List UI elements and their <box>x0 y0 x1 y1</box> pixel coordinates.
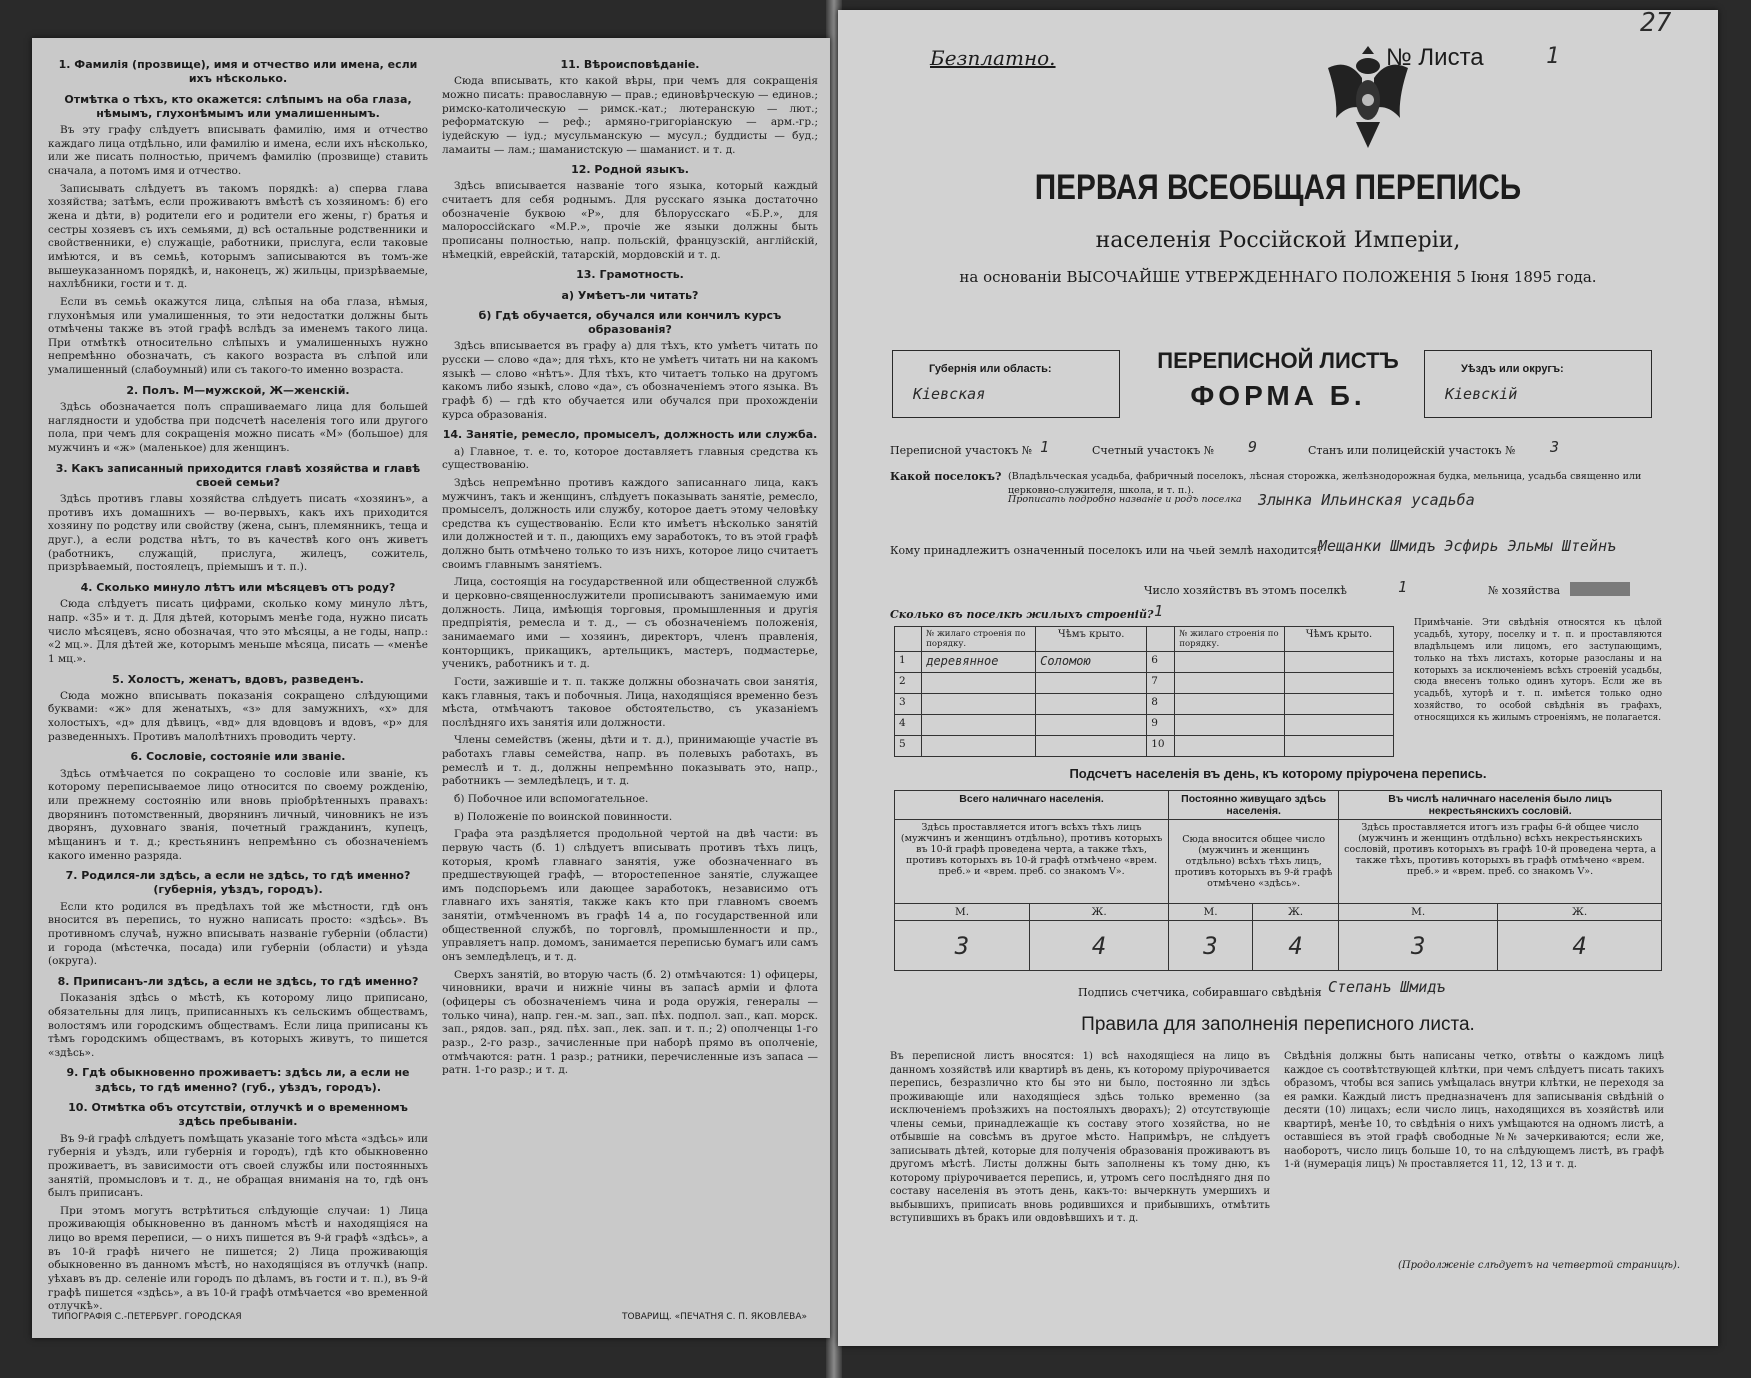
table-row: 2 7 <box>895 673 1394 694</box>
instruction-heading: 3. Какъ записанный приходится главѣ хозяйства и главѣ своей семьи? <box>55 461 421 489</box>
table-row: 4 9 <box>895 715 1394 736</box>
settlement-hint-2: Прописать подробно названіе и родъ поселка <box>1008 494 1242 505</box>
instruction-paragraph: Здѣсь противъ главы хозяйства слѣдуетъ писать «хозяинъ», а противъ ихъ домашнихъ — во-первыхъ, какъ ихъ приходится хозяину по родству или свойству (жена, сынъ, племянникъ, теща и друг.), а если родства нѣтъ, то въ качествѣ кого онъ живетъ (работникъ, служащій, прислуга, жилецъ, сожитель, призрѣваемый, постоялецъ, пріемышъ и т. п.). <box>48 493 428 574</box>
count-col-3-desc: Здѣсь проставляется итогъ изъ графы 6-й общее число (мужчинъ и женщинъ отдѣльно) всѣхъ некрестьянскихъ сословій, противъ которыхъ въ графѣ 10-й проведена черта, а также тѣхъ, противъ которыхъ въ графѣ отмѣчено «врем. преб.» и «врем. преб. со знакомъ V». <box>1339 820 1662 904</box>
instruction-paragraph: Сюда вписывать, кто какой вѣры, при чемъ для сокращенія можно писать: православную — прав.; единовѣрческую — единов.; римско-католическую — римск.-кат.; лютеранскую — лют.; реформатскую — реф.; армяно-григоріанскую — арм.-гр.; іудейскую — іуд.; мусульманскую — мусул.; буддисты — буд.; ламаиты — лам.; шаманистскую — шаманист. и т. д. <box>442 75 818 156</box>
stan-label: Станъ или полицейскій участокъ № <box>1308 444 1516 457</box>
instruction-paragraph: Записывать слѣдуетъ въ такомъ порядкѣ: а) сперва глава хозяйства; затѣмъ, если проживаютъ вмѣстѣ съ хозяиномъ: б) его жена и дѣти, в) родители его и родители его жены, г) братья и сестры хозяевъ съ ихъ семьями, д) всѣ остальные родственники и свойственники, е) служащіе, работники, прислуга, если таковые имѣются, и въ семьѣ, которымъ записываются въ томъ-же вышеуказанномъ порядкѣ, и, наконецъ, ж) жильцы, призрѣваемые, нахлѣбники, гости и т. д. <box>48 182 428 291</box>
instructions-column-1 <box>48 52 428 1318</box>
population-count-table: Всего наличнаго населенія. Постоянно живущаго здѣсь населенія. Въ числѣ наличнаго населенія было лицъ некрестьянскихъ сословій. Здѣсь проставляется итогъ всѣхъ тѣхъ лицъ (мужчинъ и женщинъ отдѣльно), противъ которыхъ въ 10-й графѣ проведена черта, а также тѣхъ, противъ которыхъ въ 10-й графѣ отмѣчено «врем. преб.» и «врем. преб. со знакомъ V». Сюда вносится общее число (мужчинъ и женщинъ отдѣльно) всѣхъ тѣхъ лицъ, противъ которыхъ въ 9-й графѣ отмѣчено «здѣсь». Здѣсь проставляется итогъ изъ графы 6-й общее число (мужчинъ и женщинъ отдѣльно) всѣхъ некрестьянскихъ сословій, противъ которыхъ въ графѣ 10-й проведена черта, а также тѣхъ, противъ которыхъ въ графѣ отмѣчено «врем. преб.» и «врем. преб. со знакомъ V». М. Ж. М. Ж. М. Ж. 3 4 3 4 3 4 <box>894 790 1662 971</box>
district-value: Кіевскій <box>1445 385 1518 403</box>
continuation-note: (Продолженіе слѣдуетъ на четвертой страницѣ). <box>1398 1260 1681 1271</box>
instruction-heading: 12. Родной языкъ. <box>571 163 689 177</box>
census-subtitle: населенія Россійской Имперіи, <box>1095 228 1461 253</box>
households-label: Число хозяйствъ въ этомъ поселкѣ <box>1144 584 1347 597</box>
instruction-paragraph: Здѣсь обозначается полъ спрашиваемаго лица для большей наглядности и удобства при подсчетѣ населенія того или другого пола, при чемъ для сокращенія можно писать «М» (большое) для мужчинъ и «ж» (маленькое) для женщинъ. <box>48 401 428 454</box>
census-sheet-title: ПЕРЕПИСНОЙ ЛИСТЪ <box>1157 348 1399 373</box>
sheet-number-value: 1 <box>1546 44 1560 69</box>
plot-label: Переписной участокъ № <box>890 444 1033 457</box>
instruction-paragraph: Если въ семьѣ окажутся лица, слѣпыя на оба глаза, нѣмыя, глухонѣмыя или умалишенныя, то эти недостатки должны быть отмѣчены также въ этой графѣ вслѣдъ за именемъ такого лица. При отмѣткѣ относительно слѣпыхъ и умалишенныхъ нужно непремѣнно обозначать, съ какого возраста въ слѣпой или умалишенный (слабоумный) или съ такого-то именно возраста. <box>48 295 428 377</box>
settlement-value: Злынка Ильинская усадьба <box>1258 491 1475 509</box>
table-row: 1 деревянное Соломою 6 <box>895 652 1394 673</box>
instruction-paragraph: Здѣсь вписывается названіе того языка, который каждый считаетъ для себя роднымъ. Для русскаго языка достаточно обозначеніе буквою «Р», для бѣлорусскаго «Б.Р.», для малороссійскаго «М.Р.», прочіе же языки должны быть прописаны полностью, напр. польскій, французскій, англійскій, нѣмецкій, еврейскій, татарскій, мордовскій и т. д. <box>442 180 818 261</box>
instruction-paragraph: Сюда слѣдуетъ писать цифрами, сколько кому минуло лѣтъ, напр. «35» и т. д. Для дѣтей, которымъ менѣе года, нужно писать число мѣсяцевъ, ясно обозначая, что это мѣсяцы, а не годы, напр.: «2 мц.». Для дѣтей же, которымъ меньше мѣсяца, писать — «менѣе 1 мц.». <box>48 598 428 665</box>
province-label: Губернія или область: <box>929 363 1052 375</box>
count-col-2-head: Постоянно живущаго здѣсь населенія. <box>1169 791 1339 820</box>
buildings-col-a-head-2: № жилаго строенія по порядку. <box>1175 627 1285 652</box>
stan-value: 3 <box>1550 438 1560 456</box>
buildings-value: 1 <box>1154 602 1164 620</box>
instruction-heading: 2. Полъ. М—мужской, Ж—женскій. <box>126 383 350 397</box>
instruction-heading: а) Умѣетъ-ли читать? <box>561 288 699 302</box>
instruction-heading: 6. Сословіе, состояніе или званіе. <box>130 750 346 764</box>
buildings-note: Примѣчаніе. Эти свѣдѣнія относятся къ цѣлой усадьбѣ, хутору, поселку и т. п. и проставляются владѣльцемъ или лицомъ, его заступающимъ, только на тѣхъ листахъ, которые разосланы и на которыхъ за исключеніемъ всѣхъ строеній усадьбы, сюда внесенъ только одинъ хуторъ. Если же въ усадьбѣ, хуторѣ и т. п. имѣется только одно хозяйство, то особой свѣдѣнія въ графахъ, относящихся къ жилымъ строеніямъ, не полагается. <box>1414 618 1662 723</box>
instruction-paragraph: Лица, состоящія на государственной или общественной службѣ и церковно-священнослужители прописываютъ занимаемую ими должность. Лица, имѣющія торговыя, промышленныя и другія предпріятія, ремесла и т. д., — съ обозначеніемъ положенія, занимаемаго ими — хозяинъ, директоръ, членъ правленія, конторщикъ, прикащикъ, артельщикъ, мастеръ, подмастерье, ученикъ, работникъ и т. д. <box>442 576 818 671</box>
instruction-heading: 4. Сколько минуло лѣтъ или мѣсяцевъ отъ роду? <box>80 581 396 595</box>
rules-right-text: Свѣдѣнія должны быть написаны четко, отвѣты о каждомъ лицѣ каждое съ соотвѣтствующей клѣтки, при чемъ слѣдуетъ писать такихъ образомъ, чтобы вся запись умѣщалась внутри клѣтки, не переходя за ея рамки. Каждый листъ предназначенъ для записыванія свѣдѣній о десяти (10) лицахъ; если число лицъ, находящихся въ хозяйствѣ или квартирѣ, менѣе 10, то свѣдѣнія о нихъ умѣщаются на одномъ листѣ, а оставшіеся въ этой графѣ свободные №№ зачеркиваются; если же, наоборотъ, число лицъ больше 10, то на слѣдующемъ листѣ, въ графѣ 1-й (нумерація лицъ) № проставляется 11, 12, 13 и т. д. <box>1284 1051 1664 1170</box>
table-row: 5 10 <box>895 736 1394 757</box>
count-permanent-m: 3 <box>1169 921 1253 971</box>
instructions-column-2 <box>442 52 818 1082</box>
instruction-paragraph: Здѣсь непремѣнно противъ каждого записаннаго лица, какъ мужчинъ, такъ и женщинъ, слѣдуетъ показывать занятіе, ремесло, промыселъ, должность или службу, которое даетъ этому человѣку средства къ существованію. Если кто имѣетъ нѣсколько занятій или должностей и т. п., дающихъ ему заработокъ, то въ этой графѣ должно быть отмѣчено только то изъ нихъ, которое лицо считаетъ своимъ главнымъ занятіемъ. <box>442 476 818 571</box>
instruction-heading: 7. Родился-ли здѣсь, а если не здѣсь, то гдѣ именно? (губернія, уѣздъ, городъ). <box>65 869 411 897</box>
counting-label: Счетный участокъ № <box>1092 444 1215 457</box>
instruction-heading: 9. Гдѣ обыкновенно проживаетъ: здѣсь ли, а если не здѣсь, то гдѣ именно? (губ., уѣздъ, городъ). <box>66 1066 410 1094</box>
rules-left-text: Въ переписной листъ вносятся: 1) всѣ находящіеся на лицо въ данномъ хозяйствѣ или квартирѣ въ день, къ которому пріурочивается перепись, безразлично кто бы это ни было, постоянно ли здѣсь проживающіе или находящіеся здѣсь только временно (за исключеніемъ проѣзжихъ на постоялыхъ дворахъ); 2) отсутствующіе члены семьи, принадлежащіе къ составу этого хозяйства, но не отбывшіе на совсѣмъ въ другое мѣсто. Напримѣръ, не слѣдуетъ записывать дѣтей, которые для полученія образованія проживаютъ въ другомъ мѣстѣ. Листы должны быть заполнены къ тому дню, къ которому пріурочивается перепись, и, утромъ сего послѣдняго дня по составу населенія въ этотъ день, какъ-то: вычеркнуть умершихъ и выбывшихъ, приписать вновь родившихся и прибывшихъ, отмѣтить вступившихъ въ бракъ или овдовѣвшихъ и т. д. <box>890 1051 1270 1224</box>
counting-value: 9 <box>1248 438 1258 456</box>
instruction-paragraph: Здѣсь вписывается въ графу а) для тѣхъ, кто умѣетъ читать по русски — слово «да»; для тѣхъ, кто не умѣетъ читать ни на какомъ языкѣ — слово «нѣтъ». Для тѣхъ, кто читаетъ только на другомъ какомъ либо языкѣ, слово «да», съ обозначеніемъ этого языка. Въ графѣ б) — гдѣ кто обучается или обучался при прохожденіи курса образованія. <box>442 340 818 421</box>
instruction-paragraph: Гости, зажившіе и т. п. также должны обозначать свои занятія, какъ главныя, такъ и побочныя. Лица, находящіяся временно безъ мѣста, отмѣчаютъ таковое обстоятельство, съ указаніемъ послѣдняго ихъ занятія или должности. <box>442 675 818 729</box>
buildings-table <box>894 626 1394 757</box>
district-label: Уѣздъ или округъ: <box>1461 363 1564 375</box>
province-box <box>892 350 1120 418</box>
left-imprint: ТИПОГРАФІЯ С.-ПЕТЕРБУРГ. ГОРОДСКАЯ <box>52 1312 242 1322</box>
instruction-paragraph: Показанія здѣсь о мѣстѣ, къ которому лицо приписано, обязательны для лицъ, приписанныхъ къ сельскимъ обществамъ, волостямъ или городскимъ обществамъ. Если лица приписаны къ тѣмъ городскимъ обществамъ, въ которыхъ живутъ, то пишется «здѣсь». <box>48 992 428 1059</box>
instruction-paragraph: Члены семействъ (жены, дѣти и т. д.), принимающіе участіе въ работахъ главы семейства, напр. въ полевыхъ работахъ, въ ремеслѣ и т. д., должны непремѣнно показывать это, напр., работникъ — земледѣлецъ, и т. д. <box>442 734 818 788</box>
instruction-heading: Отмѣтка о тѣхъ, кто окажется: слѣпымъ на оба глаза, нѣмымъ, глухонѣмымъ или умалишеннымъ. <box>64 92 412 120</box>
instruction-heading: 11. Вѣроисповѣданіе. <box>560 58 700 71</box>
instruction-paragraph: б) Побочное или вспомогательное. <box>454 792 649 805</box>
owner-value: Мещанки Шмидъ Эсфирь Эльмы Штейнъ <box>1318 537 1617 555</box>
instruction-paragraph: Если кто родился въ предѣлахъ той же мѣстности, гдѣ онъ вносится въ перепись, то нужно написать просто: «здѣсь». Въ противномъ случаѣ, нужно вписывать названіе губерніи (области) и города (мѣстечка, посада) или губерніи (области) и уѣзда (округа). <box>48 900 428 968</box>
right-page-census-form <box>838 10 1718 1346</box>
count-col-1-head: Всего наличнаго населенія. <box>895 791 1169 820</box>
table-row: 3 8 <box>895 694 1394 715</box>
instruction-heading: 10. Отмѣтка объ отсутствіи, отлучкѣ и о временномъ здѣсь пребываніи. <box>68 1101 408 1129</box>
left-page-instructions <box>32 38 830 1338</box>
form-label: ФОРМА Б. <box>1190 380 1366 411</box>
settlement-label: Какой поселокъ? <box>890 470 1002 483</box>
instruction-paragraph: в) Положеніе по воинской повинности. <box>454 810 673 823</box>
buildings-col-b-head: Чѣмъ крыто. <box>1036 627 1147 652</box>
count-nonpeasant-m: 3 <box>1339 921 1498 971</box>
owner-label: Кому принадлежитъ означенный поселокъ или на чьей землѣ находится? <box>890 544 1323 557</box>
buildings-col-b-head-2: Чѣмъ крыто. <box>1284 627 1393 652</box>
district-box <box>1424 350 1652 418</box>
rules-title: Правила для заполненія переписного листа. <box>1081 1014 1475 1035</box>
count-nonpeasant-zh: 4 <box>1498 921 1662 971</box>
buildings-col-a-head: № жилаго строенія по порядку. <box>922 627 1036 652</box>
instruction-heading: 5. Холостъ, женатъ, вдовъ, разведенъ. <box>112 672 364 686</box>
count-col-1-desc: Здѣсь проставляется итогъ всѣхъ тѣхъ лицъ (мужчинъ и женщинъ отдѣльно), противъ которыхъ въ 10-й графѣ проведена черта, а также тѣхъ, противъ которыхъ въ 10-й графѣ отмѣчено «врем. преб.» и «врем. преб. со знакомъ V». <box>895 820 1169 904</box>
count-total-zh: 4 <box>1030 921 1169 971</box>
enumerator-signature: Степанъ Шмидъ <box>1328 978 1446 996</box>
instruction-paragraph: Въ 9-й графѣ слѣдуетъ помѣщать указаніе того мѣста «здѣсь» или губернія и уѣздъ, или губернія и городъ), гдѣ кто обыкновенно проживаетъ, въ зависимости отъ своей службы или постоянныхъ занятій, промысловъ и т. д., не обращая вниманія на то, гдѣ онъ былъ приписанъ. <box>48 1132 428 1200</box>
count-col-3-head: Въ числѣ наличнаго населенія было лицъ некрестьянскихъ сословій. <box>1339 791 1662 820</box>
instruction-paragraph: При этомъ могутъ встрѣтиться слѣдующіе случаи: 1) Лица проживающія обыкновенно въ данномъ мѣстѣ и находящіяся на лицо во время переписи, — о нихъ пишется въ 9-й графѣ «здѣсь», а въ 10-й графѣ ничего не пишется; 2) Лица проживающія обыкновенно въ данномъ мѣстѣ, но находящіяся въ отлучкѣ (напр. уѣхавъ въ др. селеніе или городъ по дѣламъ, въ гости и т. п.), въ 9-й графѣ пишется «здѣсь», а въ 10-й графѣ отмѣчается «во временной отлучкѣ». <box>48 1204 428 1313</box>
household-number-redacted <box>1570 582 1630 596</box>
province-value: Кіевская <box>913 385 986 403</box>
instruction-paragraph: а) Главное, т. е. то, которое доставляетъ главныя средства къ существованію. <box>442 445 818 472</box>
instruction-paragraph: Сюда можно вписывать показанія сокращено слѣдующими буквами: «ж» для женатыхъ, «з» для замужнихъ, «х» для холостыхъ, «д» для дѣвицъ, «вд» для вдовцовъ и вдовъ, «р» для разведенныхъ. Противъ малолѣтнихъ проводить черту. <box>48 689 428 743</box>
enumerator-label: Подпись счетчика, собиравшаго свѣдѣнія <box>1078 986 1322 999</box>
instruction-heading: 14. Занятіе, ремесло, промыселъ, должность или служба. <box>442 428 818 442</box>
instruction-heading: 13. Грамотность. <box>576 268 684 282</box>
right-imprint: ТОВАРИЩ. «ПЕЧАТНЯ С. П. ЯКОВЛЕВА» <box>622 1312 807 1322</box>
households-value: 1 <box>1398 578 1408 596</box>
population-count-title: Подсчетъ населенія въ день, къ которому пріурочена перепись. <box>1069 766 1487 781</box>
count-col-2-desc: Сюда вносится общее число (мужчинъ и женщинъ отдѣльно) всѣхъ тѣхъ лицъ, противъ которыхъ въ 9-й графѣ отмѣчено «здѣсь». <box>1169 820 1339 904</box>
instruction-paragraph: Здѣсь отмѣчается по сокращено то сословіе или званіе, къ которому переписываемое лицо относится по своему рожденію, или прежнему состоянію или вновь пріобрѣтенныхъ правахъ: дворянинъ потомственный, дворянинъ личный, чиновникъ не изъ дворянъ, духовнаго званія, почетный гражданинъ, купецъ, мѣщанинъ и т. д.; крестьянинъ непремѣнно съ обозначеніемъ какого именно разряда. <box>48 767 428 862</box>
instruction-heading: 1. Фамилія (прозвище), имя и отчество или имена, если ихъ нѣсколько. <box>58 58 418 86</box>
household-number-label: № хозяйства <box>1488 584 1560 597</box>
buildings-label: Сколько въ поселкѣ жилыхъ строеній? <box>890 608 1154 621</box>
plot-value: 1 <box>1040 438 1050 456</box>
sheet-number-label: № Листа <box>1386 44 1484 71</box>
count-permanent-zh: 4 <box>1252 921 1338 971</box>
free-label: Безплатно. <box>930 46 1056 70</box>
instruction-heading: б) Гдѣ обучается, обучался или кончилъ курсъ образованія? <box>478 308 782 337</box>
census-title: ПЕРВАЯ ВСЕОБЩАЯ ПЕРЕПИСЬ <box>1034 168 1522 207</box>
instruction-paragraph: Въ эту графу слѣдуетъ вписывать фамилію, имя и отчество каждаго лица отдѣльно, или фамилію и имена, если ихъ нѣсколько, или же писать полностью, причемъ фамилію (прозвище) ставить сначала, а потомъ имя и отчество. <box>48 124 428 178</box>
settlement-hint: (Владѣльческая усадьба, фабричный поселокъ, лѣсная сторожка, желѣзнодорожная будка, мельница, усадьба священно или церковно-служителя, школа, и т. п.). <box>1008 471 1642 497</box>
instruction-paragraph: Сверхъ занятій, во вторую часть (б. 2) отмѣчаются: 1) офицеры, чиновники, врачи и нижніе чины въ запасѣ арміи и флота (офицеры съ обозначеніемъ чина и рода оружія, генералы — только чина), напр. ген.-м. зап., зап. пѣх. подпол. зап., кап. морск. зап., рядов. зап., ряд. пѣх. зап., лек. зап. и т. п.; 2) ополченцы 1-го разр., 2-го разр., зачисленные при наборѣ прямо въ ополченіе, отмѣчаются: ратн. 1 разр.; ратники, перечисленные изъ запаса — ратн. 1-го разр.; и т. д. <box>442 968 818 1077</box>
handwritten-page-number: 27 <box>1640 10 1672 38</box>
count-total-m: 3 <box>895 921 1030 971</box>
instruction-paragraph: Графа эта раздѣляется продольной чертой на двѣ части: въ первую часть (б. 1) слѣдуетъ вписывать противъ тѣхъ лицъ, которыя, кромѣ главнаго занятія, уже обозначеннаго въ предшествующей графѣ, — второстепенное занятіе, служащее имъ подспорьемъ или дающее заработокъ, независимо отъ главнаго ихъ занятія, также какъ кто при главномъ своемъ занятіи, отмѣченномъ въ графѣ 14 а, по государственной или общественной службѣ, по торговлѣ, промышленности и пр., управляетъ напр. домомъ, занимается переписью бумагъ или самъ онъ земледѣлецъ, и т. д. <box>442 828 818 964</box>
census-basis: на основаніи ВЫСОЧАЙШЕ УТВЕРЖДЕННАГО ПОЛОЖЕНІЯ 5 Іюня 1895 года. <box>959 268 1597 286</box>
instruction-heading: 8. Приписанъ-ли здѣсь, а если не здѣсь, то гдѣ именно? <box>57 974 419 988</box>
